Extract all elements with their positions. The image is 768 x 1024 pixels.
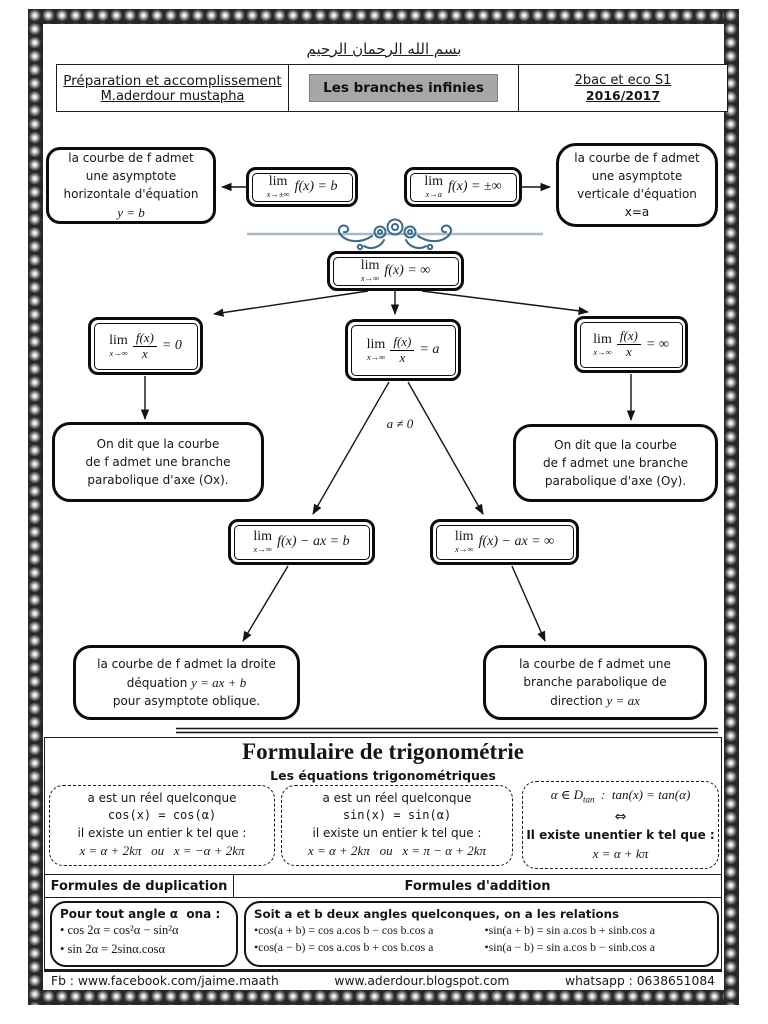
trig-line: x = α + kπ — [592, 845, 649, 861]
box-lim-fx-b — [246, 167, 358, 207]
box-line: direction y = ax — [550, 692, 640, 708]
lim-symbol: lim x→∞ — [253, 529, 273, 555]
fraction: $\frac{f(x)}{x}$ — [133, 331, 157, 362]
lim-symbol: lim x→a — [424, 174, 444, 200]
box-oblique-asymptote — [73, 645, 300, 720]
formula-intro: Soit a et b deux angles quelconques, on a les relations — [254, 907, 620, 921]
box-lim-ax-infinity — [430, 519, 579, 565]
trig-line: x = α + 2kπ ou x = −α + 2kπ — [79, 843, 245, 859]
formula-line: •sin(a − b) = sin a.cos b − sinb.cos a — [484, 940, 656, 954]
box-line: On dit que la courbe — [96, 437, 220, 451]
lim-symbol: lim x→∞ — [593, 331, 612, 357]
box-equation: x=a — [624, 205, 650, 219]
box-ratio-zero — [88, 317, 203, 375]
footer-facebook: Fb : www.facebook.com/jaime.maath — [51, 974, 279, 988]
box-lim-root — [327, 251, 464, 291]
lim-symbol: lim x→∞ — [109, 333, 128, 359]
box-line: horizontale d'équation — [63, 186, 199, 201]
box-line: de f admet une branche — [85, 455, 231, 469]
formula-line: • sin 2α = 2sinα.cosα — [60, 942, 166, 957]
trig-line: Il existe unentier k tel que : — [526, 828, 715, 843]
trig-subtitle: Les équations trigonométriques — [270, 768, 496, 783]
box-line: parabolique d'axe (Ox). — [87, 473, 229, 487]
lim-symbol: lim x→±∞ — [266, 174, 290, 200]
box-branch-ox — [52, 422, 264, 502]
box-line: la courbe de f admet — [574, 151, 700, 165]
trig-line: x = α + 2kπ ou x = π − α + 2kπ — [307, 843, 487, 859]
duplication-header: Formules de duplication — [45, 875, 234, 897]
formula-expr: f(x) − ax = b — [277, 534, 350, 549]
fraction: $\frac{f(x)}{x}$ — [617, 329, 641, 360]
trig-line: sin(x) = sin(α) — [342, 808, 452, 823]
formula-expr: f(x) − ax = ∞ — [478, 534, 555, 549]
box-horizontal-asymptote — [46, 147, 216, 224]
page-title: Les branches infinies — [309, 74, 498, 102]
trig-line: cos(x) = cos(α) — [107, 808, 217, 823]
header-org: Préparation et accomplissement — [63, 72, 282, 89]
box-equation: y = b — [117, 204, 145, 220]
section-divider-line — [176, 729, 718, 733]
box-line: une asymptote — [591, 169, 683, 183]
box-line: branche parabolique de — [523, 674, 667, 689]
box-line: déquation y = ax + b — [126, 674, 247, 690]
box-line: On dit que la courbe — [554, 438, 677, 452]
trig-line: il existe un entier k tel que : — [77, 825, 247, 840]
trig-title: Formulaire de trigonométrie — [242, 739, 524, 764]
box-line: pour asymptote oblique. — [112, 694, 261, 709]
footer-website: www.aderdour.blogspot.com — [334, 974, 510, 988]
formula-rhs: = ∞ — [645, 336, 669, 352]
bismillah-text: بسم الله الرحمان الرحيم — [306, 40, 462, 58]
footer-whatsapp: whatsapp : 0638651084 — [565, 974, 715, 988]
trig-line: a est un réel quelconque — [322, 790, 472, 805]
box-ratio-infinity — [574, 316, 688, 373]
fraction: $\frac{f(x)}{x}$ — [390, 335, 414, 366]
box-line: verticale d'équation — [577, 187, 697, 201]
addition-header: Formules d'addition — [404, 878, 551, 894]
box-branch-oy — [513, 424, 718, 502]
formula-expr: f(x) = ±∞ — [448, 179, 502, 194]
formula-line: •cos(a + b) = cos a.cos b − cos b.cos a — [254, 923, 434, 937]
lim-symbol: lim x→∞ — [454, 529, 474, 555]
header-author: M.aderdour mustapha — [100, 88, 245, 104]
trig-line: il existe un entier k tel que : — [312, 825, 482, 840]
box-vertical-asymptote — [556, 143, 718, 227]
formula-line: •sin(a + b) = sin a.cos b + sinb.cos a — [484, 923, 656, 937]
trig-line: a est un réel quelconque — [87, 790, 237, 805]
formula-line: •cos(a − b) = cos a.cos b + cos b.cos a — [254, 940, 434, 954]
formula-rhs: = 0 — [161, 338, 182, 353]
trig-line: α ∈ $D_{tan}$ : tan(x) = tan(α) — [550, 787, 691, 805]
formula-rhs: = a — [419, 342, 440, 357]
equivalence-arrow: ⇔ — [614, 809, 627, 826]
box-line: la courbe de f admet — [68, 150, 194, 165]
box-ratio-a — [345, 319, 461, 381]
lim-symbol: lim x→∞ — [360, 258, 380, 284]
box-line: une asymptote — [85, 168, 177, 183]
header-level: 2bac et eco S1 — [574, 73, 672, 88]
ornament-divider — [247, 220, 543, 250]
condition-a-not-zero: a ≠ 0 — [386, 416, 414, 431]
lim-symbol: lim x→∞ — [366, 337, 386, 363]
formula-expr: f(x) = ∞ — [384, 263, 431, 278]
box-line: la courbe de f admet une — [519, 656, 671, 671]
box-lim-ax-b — [228, 519, 375, 565]
formula-expr: f(x) = b — [294, 179, 338, 194]
box-line: la courbe de f admet la droite — [97, 656, 276, 671]
box-lim-fx-infinity — [404, 167, 522, 207]
box-line: parabolique d'axe (Oy). — [544, 474, 687, 488]
formula-intro: Pour tout angle α ona : — [60, 907, 221, 921]
formula-line: • cos 2α = cos²α − sin²α — [60, 923, 179, 937]
box-parabolic-direction — [483, 645, 707, 720]
box-line: de f admet une branche — [543, 456, 688, 470]
header-year: 2016/2017 — [585, 88, 661, 103]
